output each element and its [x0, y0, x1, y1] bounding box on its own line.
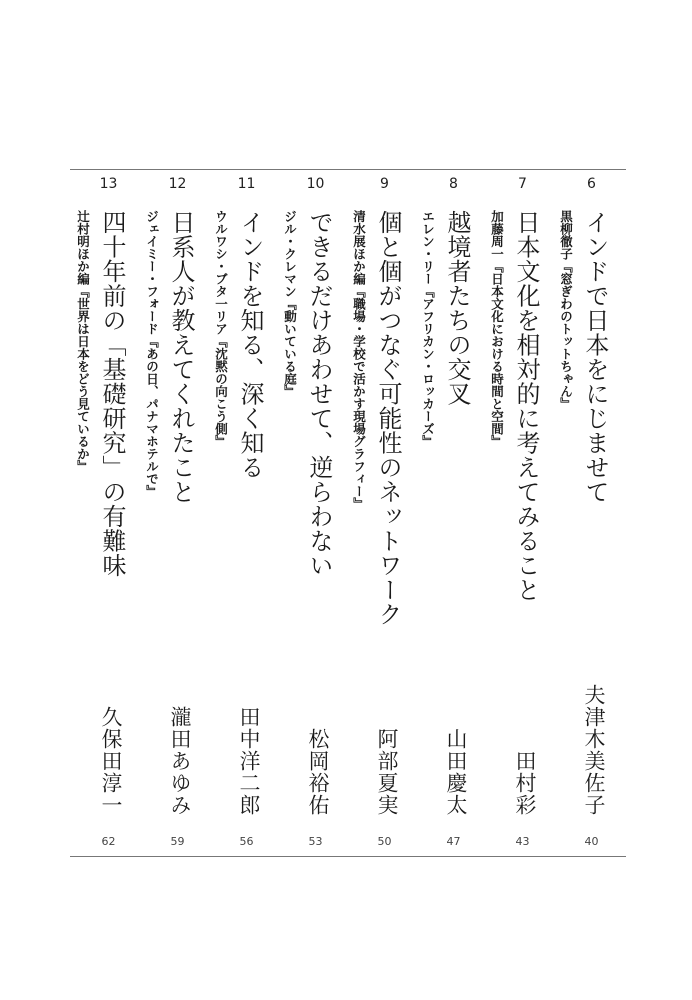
entry-author: 田中洋二郎 [237, 706, 261, 816]
toc-entry-6[interactable] [557, 170, 626, 856]
entry-title: インドで日本をにじませて [581, 210, 609, 504]
entry-subtitle: ウルワシ・ブタ一リア『沈黙の向こう側』 [213, 210, 229, 448]
entry-number: 10 [306, 176, 325, 192]
entry-number: 8 [449, 176, 458, 192]
toc-entry-12[interactable] [143, 170, 212, 856]
entry-author: 田村彩 [513, 750, 537, 816]
entry-title: インドを知る、深く知る [236, 210, 264, 480]
entry-page-number: 56 [239, 835, 254, 848]
entry-title: 日系人が教えてくれたこと [167, 210, 195, 504]
toc-entry-8[interactable] [419, 170, 488, 856]
entry-subtitle: 清水展ほか編『職場・学校で活かす現場グラフィー』 [351, 210, 367, 510]
entry-page-number: 43 [515, 835, 530, 848]
entry-number: 11 [237, 176, 256, 192]
toc-entry-10[interactable] [281, 170, 350, 856]
entry-number: 9 [380, 176, 389, 192]
entry-subtitle: エレン・リー『アフリカン・ロッカーズ』 [420, 210, 436, 448]
entry-author: 瀧田あゆみ [168, 706, 192, 816]
entry-number: 7 [518, 176, 527, 192]
entry-subtitle: 加藤周一『日本文化における時間と空間』 [489, 210, 505, 448]
toc-entry-7[interactable] [488, 170, 557, 856]
entry-title: 四十年前の「基礎研究」の有難味 [98, 210, 126, 578]
entry-page-number: 50 [377, 835, 392, 848]
bottom-rule [70, 856, 626, 857]
toc-entry-11[interactable] [212, 170, 281, 856]
entry-subtitle: ジェイミー・フォード『あの日、パナマホテルで』 [144, 210, 160, 498]
entry-page-number: 47 [446, 835, 461, 848]
entry-page-number: 53 [308, 835, 323, 848]
entry-author: 久保田淳一 [99, 706, 123, 816]
entry-page-number: 59 [170, 835, 185, 848]
entry-number: 12 [168, 176, 187, 192]
entry-subtitle: 辻村明ほか編『世界は日本をどう見ているか』 [75, 210, 91, 473]
entry-author: 阿部夏実 [375, 728, 399, 816]
entry-page-number: 40 [584, 835, 599, 848]
entry-title: 個と個がつなぐ可能性のネットワーク [374, 210, 402, 627]
entry-author: 夫津木美佐子 [582, 684, 606, 816]
entry-author: 松岡裕佑 [306, 728, 330, 816]
entry-number: 13 [99, 176, 118, 192]
toc-entry-9[interactable] [350, 170, 419, 856]
entry-title: 日本文化を相対的に考えてみること [512, 210, 540, 602]
entry-number: 6 [587, 176, 596, 192]
entry-title: できるだけあわせて、逆らわない [305, 210, 333, 578]
toc-entry-13[interactable] [74, 170, 143, 856]
entry-title: 越境者たちの交叉 [443, 210, 471, 406]
entry-page-number: 62 [101, 835, 116, 848]
entry-author: 山田慶太 [444, 728, 468, 816]
entry-subtitle: ジル・クレマン『動いている庭』 [282, 210, 298, 398]
entry-subtitle: 黒柳徹子『窓ぎわのトットちゃん』 [558, 210, 574, 410]
